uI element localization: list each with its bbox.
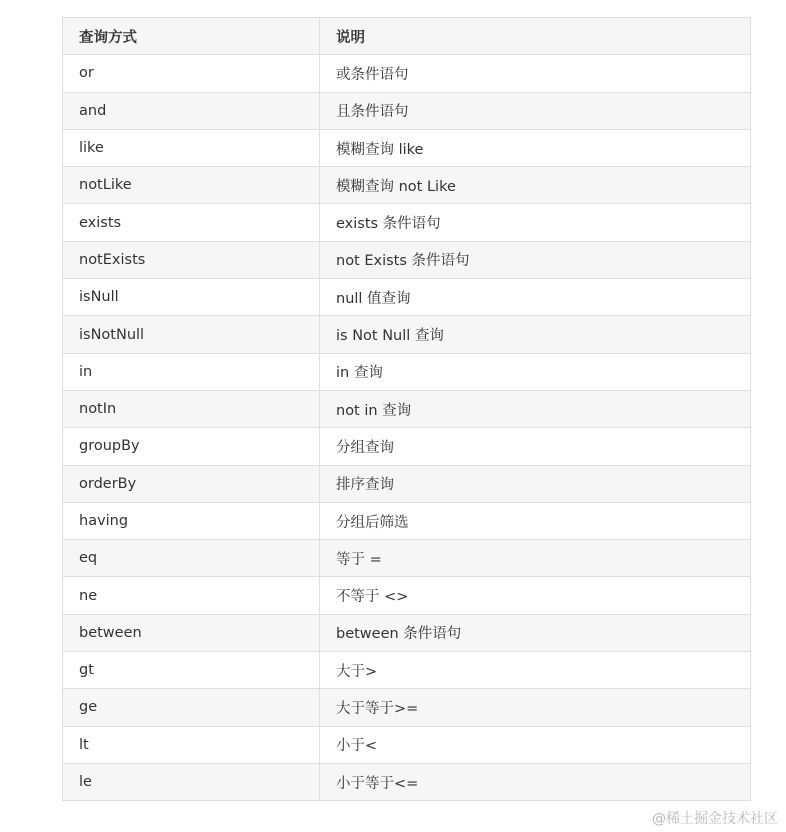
description-cell: 等于 =: [320, 540, 751, 577]
description-cell: null 值查询: [320, 279, 751, 316]
description-cell: in 查询: [320, 353, 751, 390]
description-cell: 大于等于>=: [320, 689, 751, 726]
method-cell: between: [63, 614, 320, 651]
method-cell: having: [63, 502, 320, 539]
method-cell: eq: [63, 540, 320, 577]
table-row: [63, 390, 751, 427]
table-row: [63, 204, 751, 241]
table-row: [63, 652, 751, 689]
method-cell: notExists: [63, 241, 320, 278]
method-cell: groupBy: [63, 428, 320, 465]
description-cell: 排序查询: [320, 465, 751, 502]
description-cell: not in 查询: [320, 390, 751, 427]
description-cell: 不等于 <>: [320, 577, 751, 614]
description-cell: between 条件语句: [320, 614, 751, 651]
description-cell: 模糊查询 not Like: [320, 167, 751, 204]
description-cell: 模糊查询 like: [320, 129, 751, 166]
table-row: [63, 129, 751, 166]
method-cell: ge: [63, 689, 320, 726]
table-row: [63, 316, 751, 353]
description-cell: 且条件语句: [320, 92, 751, 129]
description-cell: 或条件语句: [320, 55, 751, 92]
method-cell: isNotNull: [63, 316, 320, 353]
table-row: [63, 167, 751, 204]
description-cell: is Not Null 查询: [320, 316, 751, 353]
method-cell: lt: [63, 726, 320, 763]
method-cell: and: [63, 92, 320, 129]
method-cell: notIn: [63, 390, 320, 427]
method-cell: le: [63, 763, 320, 800]
header-method: 查询方式: [63, 18, 320, 55]
description-cell: 分组查询: [320, 428, 751, 465]
method-cell: notLike: [63, 167, 320, 204]
table-row: [63, 465, 751, 502]
description-cell: 分组后筛选: [320, 502, 751, 539]
query-methods-table: [62, 17, 751, 801]
table-row: [63, 577, 751, 614]
table-row: [63, 726, 751, 763]
header-description: 说明: [320, 18, 751, 55]
table-row: [63, 502, 751, 539]
table-row: [63, 689, 751, 726]
method-cell: ne: [63, 577, 320, 614]
table-row: [63, 241, 751, 278]
description-cell: 小于<: [320, 726, 751, 763]
description-cell: not Exists 条件语句: [320, 241, 751, 278]
table-header-row: [63, 18, 751, 55]
method-cell: or: [63, 55, 320, 92]
method-cell: exists: [63, 204, 320, 241]
method-cell: isNull: [63, 279, 320, 316]
method-cell: in: [63, 353, 320, 390]
table-row: [63, 353, 751, 390]
description-cell: 小于等于<=: [320, 763, 751, 800]
table-row: [63, 540, 751, 577]
table-body: [63, 55, 751, 801]
method-cell: gt: [63, 652, 320, 689]
table-row: [63, 92, 751, 129]
description-cell: 大于>: [320, 652, 751, 689]
method-cell: orderBy: [63, 465, 320, 502]
method-cell: like: [63, 129, 320, 166]
table-row: [63, 614, 751, 651]
table-row: [63, 279, 751, 316]
description-cell: exists 条件语句: [320, 204, 751, 241]
watermark: @稀土掘金技术社区: [652, 811, 778, 827]
table-row: [63, 55, 751, 92]
table-row: [63, 763, 751, 800]
table-row: [63, 428, 751, 465]
